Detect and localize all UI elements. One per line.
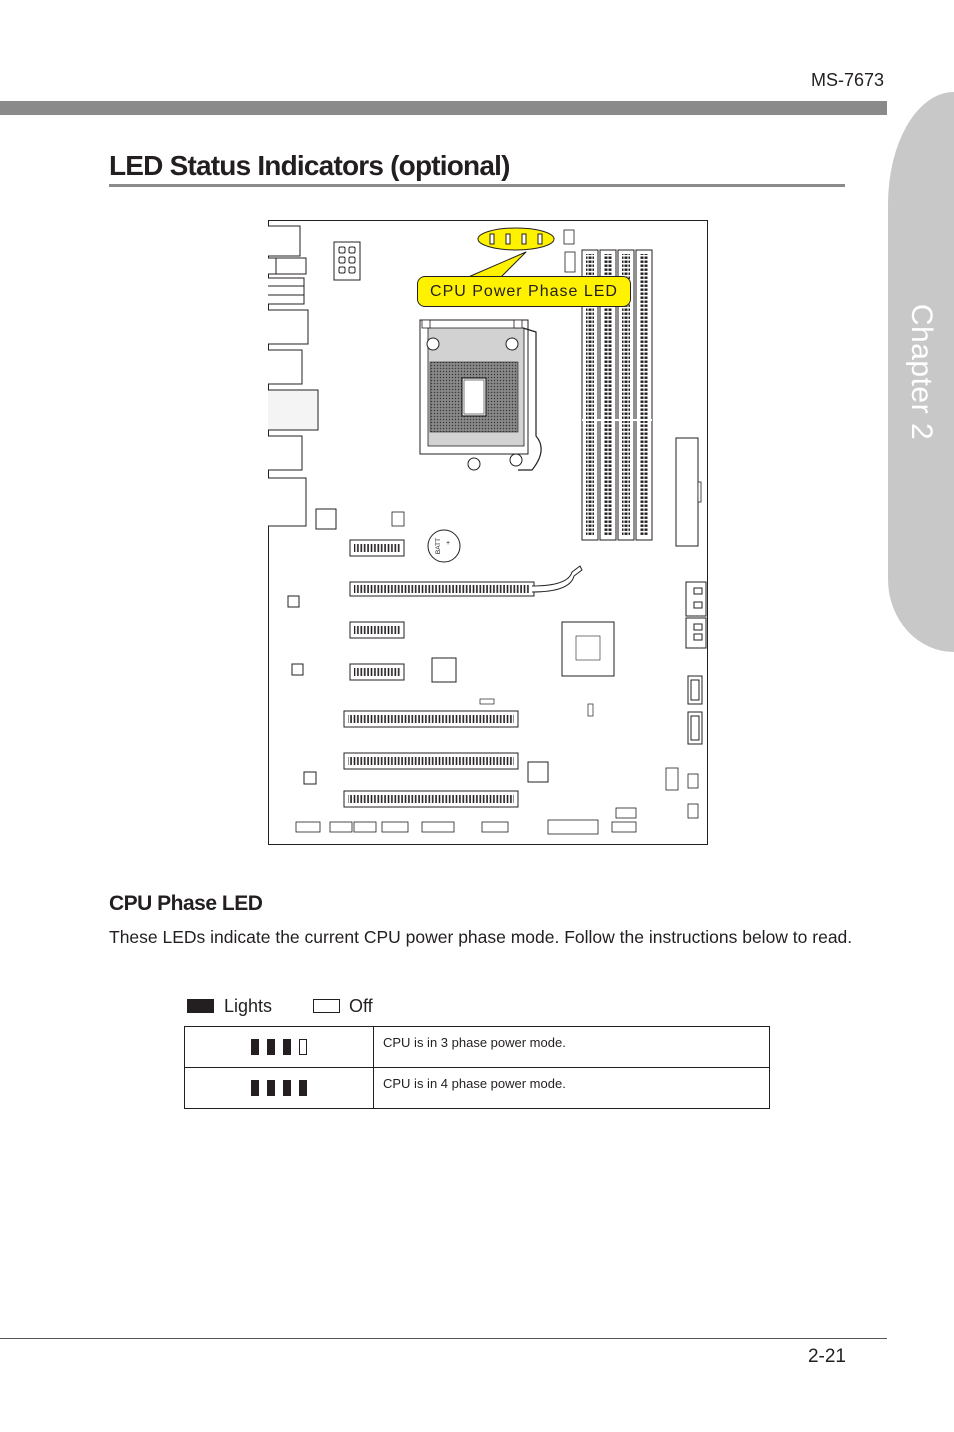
led-on-indicator xyxy=(299,1080,307,1096)
lights-label: Lights xyxy=(224,996,273,1016)
lights-swatch xyxy=(187,999,214,1013)
table-row xyxy=(185,1027,770,1068)
page-number: 2-21 xyxy=(807,1346,846,1367)
atx-12v-connector xyxy=(334,242,360,280)
led-on-indicator xyxy=(251,1039,259,1055)
callout-label: CPU Power Phase LED xyxy=(417,276,631,307)
small-header xyxy=(480,699,494,704)
jumper-header xyxy=(392,512,404,526)
phase-led xyxy=(506,234,510,244)
header-bar xyxy=(0,101,887,115)
motherboard-diagram xyxy=(268,220,708,845)
chip xyxy=(316,509,336,529)
section-description: These LEDs indicate the current CPU power phase mode. Follow the instructions below to read. xyxy=(109,927,853,947)
led-on-indicator xyxy=(267,1039,275,1055)
led-on-indicator xyxy=(283,1039,291,1055)
led-pattern-cell xyxy=(185,1068,374,1109)
phase-led xyxy=(538,234,542,244)
cpu-power-phase-leds xyxy=(478,228,554,250)
section-title: CPU Phase LED xyxy=(109,892,263,915)
chip xyxy=(304,772,316,784)
off-swatch xyxy=(313,999,340,1013)
cmos-battery xyxy=(428,530,460,562)
chapter-tab-label: Chapter 2 xyxy=(905,303,938,441)
led-highlight xyxy=(478,228,554,250)
phase-led xyxy=(522,234,526,244)
phase-mode-table xyxy=(184,1026,770,1109)
led-on-indicator xyxy=(267,1080,275,1096)
led-on-indicator xyxy=(283,1080,291,1096)
svg-text:BATT: BATT xyxy=(435,537,442,555)
led-on-indicator xyxy=(251,1080,259,1096)
table-row xyxy=(185,1068,770,1109)
chip xyxy=(528,762,548,782)
chipset xyxy=(562,622,614,676)
pci-slots xyxy=(344,711,518,807)
led-pattern-cell xyxy=(185,1027,374,1068)
mode-description: CPU is in 3 phase power mode. xyxy=(374,1027,770,1068)
mode-description: CPU is in 4 phase power mode. xyxy=(374,1068,770,1109)
chip xyxy=(292,664,303,675)
small-header xyxy=(588,704,593,716)
svg-text:+: + xyxy=(445,540,451,547)
title-underline xyxy=(109,184,845,187)
atx-24pin-connector xyxy=(676,438,701,546)
off-label: Off xyxy=(349,996,373,1016)
chip xyxy=(288,596,299,607)
page-title: LED Status Indicators (optional) xyxy=(109,150,510,181)
phase-led xyxy=(490,234,494,244)
led-off-indicator xyxy=(299,1039,307,1055)
cpu-socket xyxy=(420,320,541,470)
chip xyxy=(432,658,456,682)
footer-rule xyxy=(0,1338,887,1339)
model-number: MS-7673 xyxy=(810,70,884,90)
